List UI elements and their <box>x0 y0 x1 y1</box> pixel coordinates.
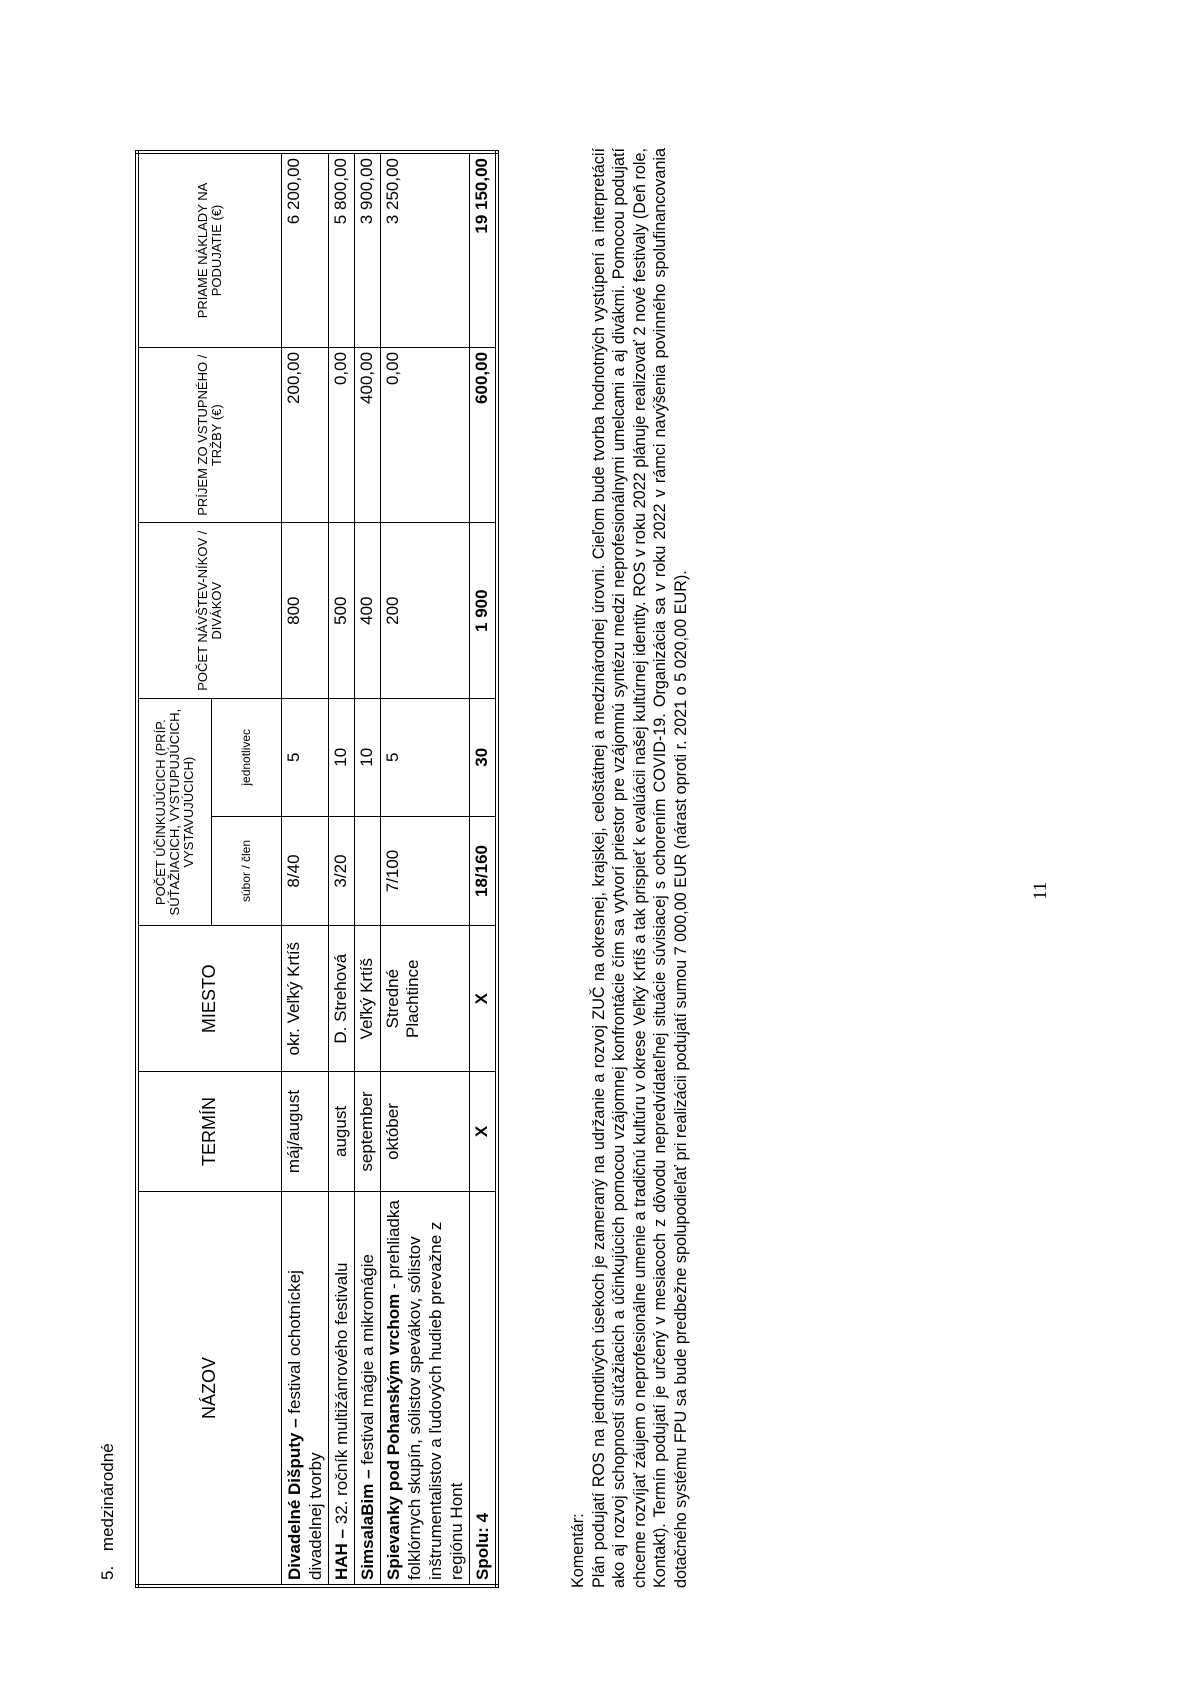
cell-nazov: HAH – 32. ročník multižánrového festivalu <box>328 1191 354 1586</box>
total-prijem: 600,00 <box>469 347 497 523</box>
cell-subor: 3/20 <box>328 816 354 926</box>
total-subor: 18/160 <box>469 816 497 926</box>
header-miesto: MIESTO <box>137 926 281 1072</box>
header-nazov: NÁZOV <box>137 1191 281 1586</box>
cell-naklady: 3 250,00 <box>380 152 469 347</box>
cell-naklady: 3 900,00 <box>354 152 380 347</box>
section-title: medzinárodné <box>98 1443 117 1552</box>
table-row <box>354 152 380 1586</box>
header-naklady: PRIAME NÁKLADY NA PODUJATIE (€) <box>137 152 281 347</box>
total-navstevnici: 1 900 <box>469 523 497 698</box>
header-subor-clen: súbor / člen <box>211 816 281 926</box>
cell-prijem: 400,00 <box>354 347 380 523</box>
header-jednotlivec: jednotlivec <box>211 698 281 816</box>
table-row <box>380 152 469 1586</box>
events-table <box>135 150 499 1588</box>
cell-navstevnici: 500 <box>328 523 354 698</box>
cell-miesto: D. Strehová <box>328 926 354 1072</box>
cell-nazov: SimsalaBim – festival mágie a mikromágie <box>354 1191 380 1586</box>
page-number: 11 <box>1030 881 1051 900</box>
comment-label: Komentár: <box>569 1513 587 1588</box>
cell-navstevnici: 400 <box>354 523 380 698</box>
total-jednotlivec: 30 <box>469 698 497 816</box>
total-termin: X <box>469 1072 497 1192</box>
total-miesto: X <box>469 926 497 1072</box>
cell-subor: 8/40 <box>281 816 328 926</box>
table-row <box>328 152 354 1586</box>
cell-prijem: 0,00 <box>328 347 354 523</box>
section-number: 5. <box>98 1565 117 1580</box>
total-name: Spolu: 4 <box>469 1191 497 1586</box>
cell-jednotlivec: 5 <box>281 698 328 816</box>
header-termin: TERMÍN <box>137 1072 281 1192</box>
comment-text: Plán podujatí ROS na jednotlivých úsekoch je zameraný na udržanie a rozvoj ZUČ na okresnej, krajskej, celoštátnej a medzinárodnej úrovni. Cieľom bude tvorba hodnotných vystúpení a interpretácií ako aj rozvoj schopností súťažiacich a účinkujúcich pomocou vzájomnej konfrontácie čím sa vytvorí priestor pre vzájomnú syntézu medzi neprofesionálnymi umelcami a aj divákmi. Pomocou podujatí chceme rozvíjať záujem o neprofesionálne umenie a tradičnú kultúru v okrese Veľký Krtíš a tak prispieť k evalúácii našej kultúrnej identity. ROS v roku 2022 plánuje realizovať 2 nové festivaly (Deň role, Kontakt). Termín podujatí je určený v mesiacoch z dôvodu nepredvídateľnej situácie súvisiacej s ochorením COVID-19. Organizácia sa v roku 2022 v rámci navýšenia povinného spolufinancovania dotačného systému FPU sa bude predbežne spolupodieľať pri realizácii podujatí sumou 7 000,00 EUR (nárast oproti r. 2021 o 5 020,00 EUR). <box>589 148 690 1588</box>
rotated-page-content <box>0 80 1130 1640</box>
table-row <box>281 152 328 1586</box>
cell-subor <box>354 816 380 926</box>
header-prijem: PRÍJEM ZO VSTUPNÉHO / TRŽBY (€) <box>137 347 281 523</box>
cell-termin: august <box>328 1072 354 1192</box>
cell-nazov: Spievanky pod Pohanským vrchom - prehliadka folklórnych skupín, sólistov spevákov, sólistov inštrumentalistov a ľudových hudieb prevažne z regiónu Hont <box>380 1191 469 1586</box>
total-naklady: 19 150,00 <box>469 152 497 347</box>
cell-miesto: okr. Veľký Krtíš <box>281 926 328 1072</box>
cell-jednotlivec: 5 <box>380 698 469 816</box>
header-pocet-ucinkujucich: POČET ÚČINKUJÚCICH (PRÍP. SÚŤAŽIACICH, VYSTUPUJÚCICH, VYSTAVUJÚCICH) <box>137 698 211 925</box>
cell-jednotlivec: 10 <box>354 698 380 816</box>
cell-miesto: Stredné Plachtince <box>380 926 469 1072</box>
cell-prijem: 200,00 <box>281 347 328 523</box>
cell-nazov: Divadelné Dišputy – festival ochotníckej divadelnej tvorby <box>281 1191 328 1586</box>
comment-block <box>568 148 691 1588</box>
cell-termin: máj/august <box>281 1072 328 1192</box>
cell-navstevnici: 200 <box>380 523 469 698</box>
cell-subor: 7/100 <box>380 816 469 926</box>
cell-naklady: 6 200,00 <box>281 152 328 347</box>
cell-termin: október <box>380 1072 469 1192</box>
cell-naklady: 5 800,00 <box>328 152 354 347</box>
section-heading <box>98 1443 118 1580</box>
cell-termin: september <box>354 1072 380 1192</box>
header-pocet-navstevnikov: POČET NÁVŠTEV-NÍKOV / DIVÁKOV <box>137 523 281 698</box>
cell-jednotlivec: 10 <box>328 698 354 816</box>
cell-prijem: 0,00 <box>380 347 469 523</box>
table-total-row <box>469 152 497 1586</box>
cell-miesto: Veľký Krtíš <box>354 926 380 1072</box>
cell-navstevnici: 800 <box>281 523 328 698</box>
